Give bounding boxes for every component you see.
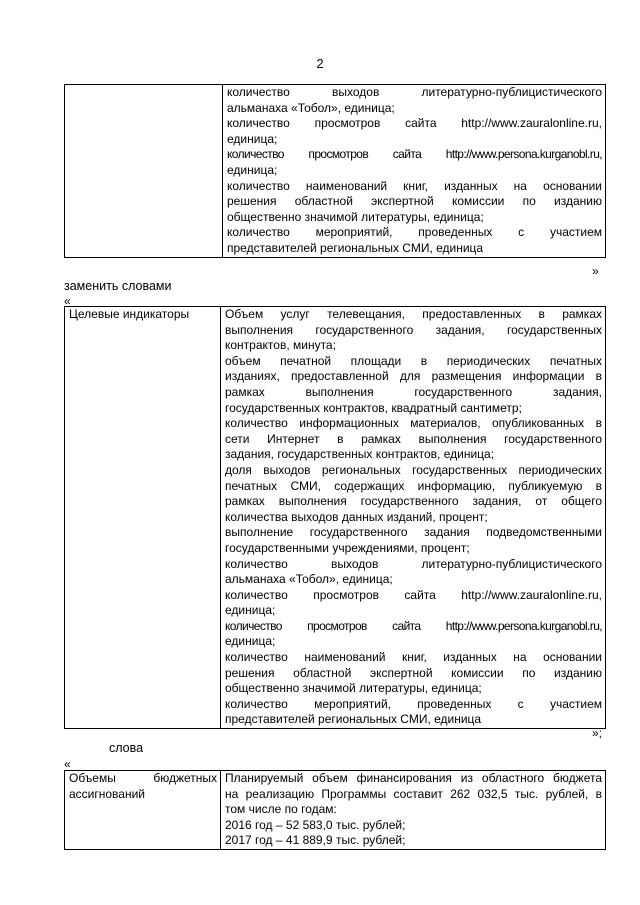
- replace-with-label: заменить словами: [64, 279, 172, 293]
- closing-quote: »: [592, 264, 599, 278]
- table-right-cell: [223, 85, 606, 258]
- text-line: представителей региональных СМИ, единица: [227, 240, 484, 255]
- text-line: единица;: [225, 634, 276, 649]
- text-line: задания, государственных контрактов, единица;: [225, 447, 495, 462]
- text-line: количество просмотров сайта http://www.zauralonline.ru,: [227, 116, 602, 131]
- text-line: сети Интернет в рамках выполнения государственного: [225, 431, 602, 446]
- text-line: изданиях, предоставленной для размещения информации в: [225, 369, 602, 384]
- text-line: количество мероприятий, проведенных с участием: [227, 225, 602, 240]
- text-line: единица;: [227, 131, 278, 146]
- page-number: 2: [316, 56, 324, 71]
- text-line: количество наименований книг, изданных на основании: [225, 650, 602, 665]
- text-line: количество наименований книг, изданных на основании: [227, 178, 602, 193]
- text-line: объем печатной площади в периодических печатных: [225, 353, 602, 368]
- text-line: 2016 год – 52 583,0 тыс. рублей;: [225, 817, 406, 832]
- text-line: Объемы бюджетных: [69, 771, 217, 785]
- text-line: решения областной экспертной комиссии по изданию: [225, 665, 602, 680]
- text-line: количества выходов данных изданий, процент;: [225, 509, 488, 524]
- text-line: общественно значимой литературы, единица;: [227, 209, 484, 224]
- table-target-indicators: [64, 306, 606, 729]
- text-line: единица;: [225, 603, 276, 618]
- opening-quote: «: [64, 294, 71, 308]
- text-line: количество просмотров сайта http://www.persona.kurganobl.ru,: [227, 147, 602, 162]
- row-heading: Целевые индикаторы: [69, 307, 190, 321]
- text-line: государственными учреждениями, процент;: [225, 540, 470, 555]
- text-line: рамках выполнения государственного задания, от общего: [225, 494, 602, 509]
- text-line: Планируемый объем финансирования из областного бюджета: [225, 771, 602, 785]
- text-line: единица;: [227, 162, 278, 177]
- text-line: количество мероприятий, проведенных с участием: [225, 696, 602, 711]
- text-line: общественно значимой литературы, единица;: [225, 681, 482, 696]
- text-line: количество просмотров сайта http://www.persona.kurganobl.ru,: [225, 618, 602, 633]
- text-line: на реализацию Программы составит 262 032,5 тыс. рублей, в: [225, 786, 602, 801]
- table-left-cell: [65, 307, 221, 729]
- cell-lines: [225, 307, 602, 728]
- table-old-indicators: [64, 84, 606, 258]
- text-line: количество выходов литературно-публицистического: [225, 556, 602, 571]
- table-budget: [64, 770, 606, 850]
- row-heading: [69, 771, 217, 802]
- text-line: решения областной экспертной комиссии по изданию: [227, 194, 602, 209]
- text-line: рамках выполнения государственного задания,: [225, 384, 602, 399]
- text-line: количество информационных материалов, опубликованных в: [225, 416, 602, 431]
- text-line: количество выходов литературно-публицистического: [227, 85, 602, 99]
- text-line: альманаха «Тобол», единица;: [225, 572, 393, 587]
- text-line: количество просмотров сайта http://www.zauralonline.ru,: [225, 587, 602, 602]
- text-line: ассигнований: [69, 786, 146, 801]
- text-line: выполнение государственного задания подведомственными: [225, 525, 602, 540]
- closing-quote-semicolon: »;: [592, 726, 603, 740]
- cell-lines: [225, 771, 602, 849]
- cell-lines: [227, 85, 602, 257]
- text-line: печатных СМИ, содержащих информацию, публикуемую в: [225, 478, 602, 493]
- table-left-cell-empty: [65, 85, 223, 258]
- text-line: государственных контрактов, квадратный сантиметр;: [225, 400, 522, 415]
- table-right-cell: [221, 307, 606, 729]
- table-left-cell: [65, 771, 221, 850]
- text-line: доля выходов региональных государственных периодических: [225, 462, 602, 477]
- table-right-cell: [221, 771, 606, 850]
- text-line: 2017 год – 41 889,9 тыс. рублей;: [225, 833, 406, 848]
- text-line: выполнения государственного задания, государственных: [225, 322, 602, 337]
- text-line: Объем услуг телевещания, предоставленных в рамках: [225, 307, 602, 321]
- text-line: представителей региональных СМИ, единица: [225, 712, 482, 727]
- text-line: альманаха «Тобол», единица;: [227, 100, 395, 115]
- text-line: том числе по годам:: [225, 802, 337, 817]
- words-label: слова: [109, 741, 144, 755]
- opening-quote: «: [64, 757, 71, 771]
- text-line: контрактов, минута;: [225, 338, 336, 353]
